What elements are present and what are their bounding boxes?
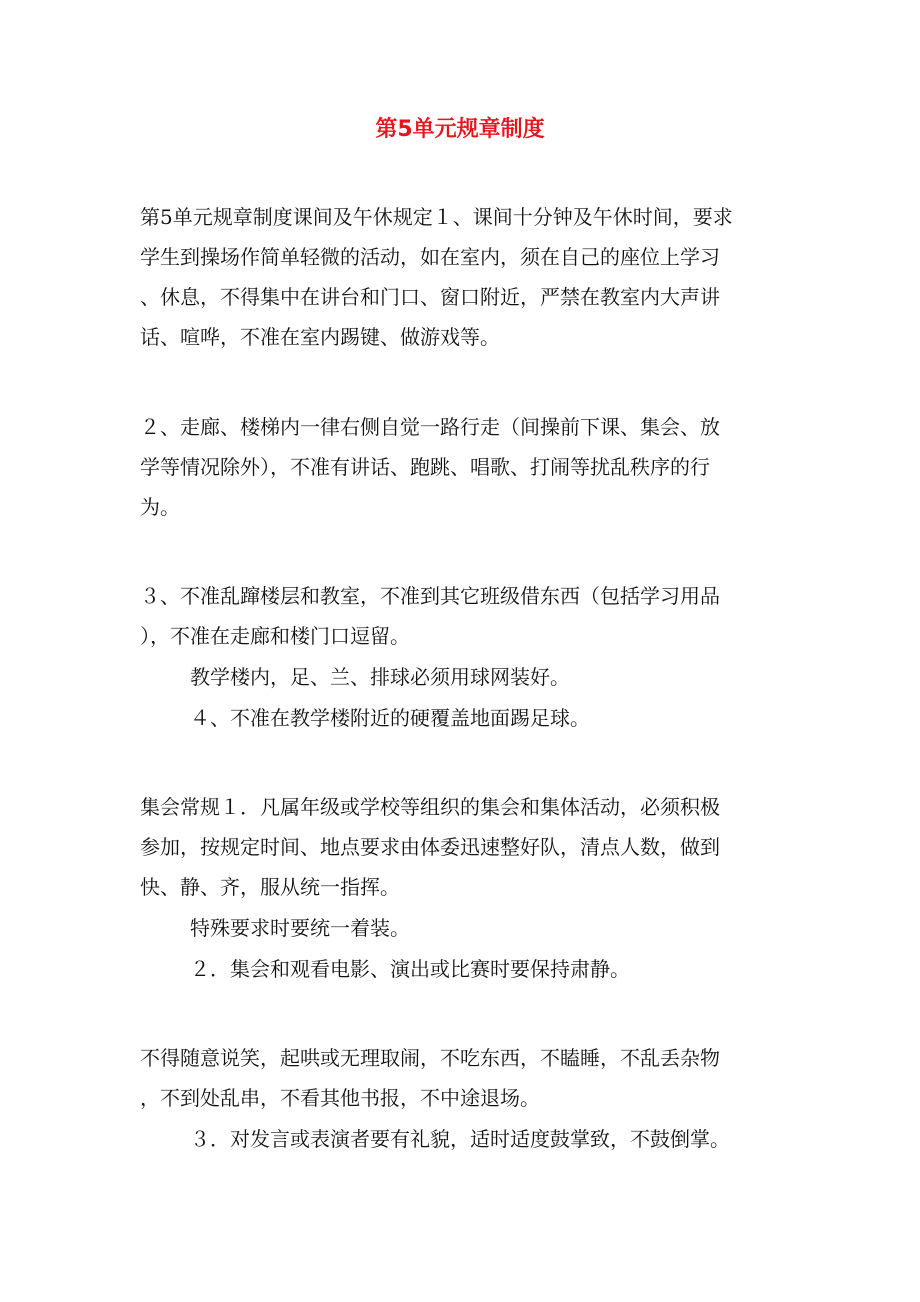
paragraph-line: ，不到处乱串，不看其他书报，不中途退场。 (140, 1086, 540, 1110)
paragraph-line: ２、走廊、楼梯内一律右侧自觉一路行走（间操前下课、集会、放 (140, 415, 720, 439)
paragraph-line: 参加，按规定时间、地点要求由体委迅速整好队，清点人数，做到 (140, 835, 720, 859)
paragraph-line: 特殊要求时要统一着装。 (190, 916, 410, 940)
paragraph-line: ３．对发言或表演者要有礼貌，适时适度鼓掌致，不鼓倒掌。 (190, 1127, 730, 1151)
paragraph-line: 教学楼内，足、兰、排球必须用球网装好。 (190, 665, 570, 689)
paragraph-line: 、休息，不得集中在讲台和门口、窗口附近，严禁在教室内大声讲 (140, 285, 720, 309)
paragraph-line: ２．集会和观看电影、演出或比赛时要保持肃静。 (190, 957, 630, 981)
paragraph-line: ４、不准在教学楼附近的硬覆盖地面踢足球。 (190, 706, 590, 730)
paragraph-line: 不得随意说笑，起哄或无理取闹，不吃东西，不瞌睡，不乱丢杂物 (140, 1046, 720, 1070)
paragraph-line: 学生到操场作简单轻微的活动，如在室内，须在自己的座位上学习 (140, 245, 720, 269)
document-title: 第5单元规章制度 (375, 117, 545, 142)
paragraph-line: 第5单元规章制度课间及午休规定１、课间十分钟及午休时间，要求 (140, 205, 733, 229)
paragraph-line: 话、喧哗，不准在室内踢键、做游戏等。 (140, 325, 500, 349)
paragraph-line: ３、不准乱蹿楼层和教室，不准到其它班级借东西（包括学习用品 (140, 584, 720, 608)
paragraph-line: 快、静、齐，服从统一指挥。 (140, 875, 400, 899)
paragraph-line: 学等情况除外），不准有讲话、跑跳、唱歌、打闹等扰乱秩序的行 (140, 455, 710, 479)
paragraph-line: 为。 (140, 495, 180, 519)
paragraph-line: 集会常规１．凡属年级或学校等组织的集会和集体活动，必须积极 (140, 795, 720, 819)
paragraph-line: ），不准在走廊和楼门口逗留。 (140, 624, 410, 648)
